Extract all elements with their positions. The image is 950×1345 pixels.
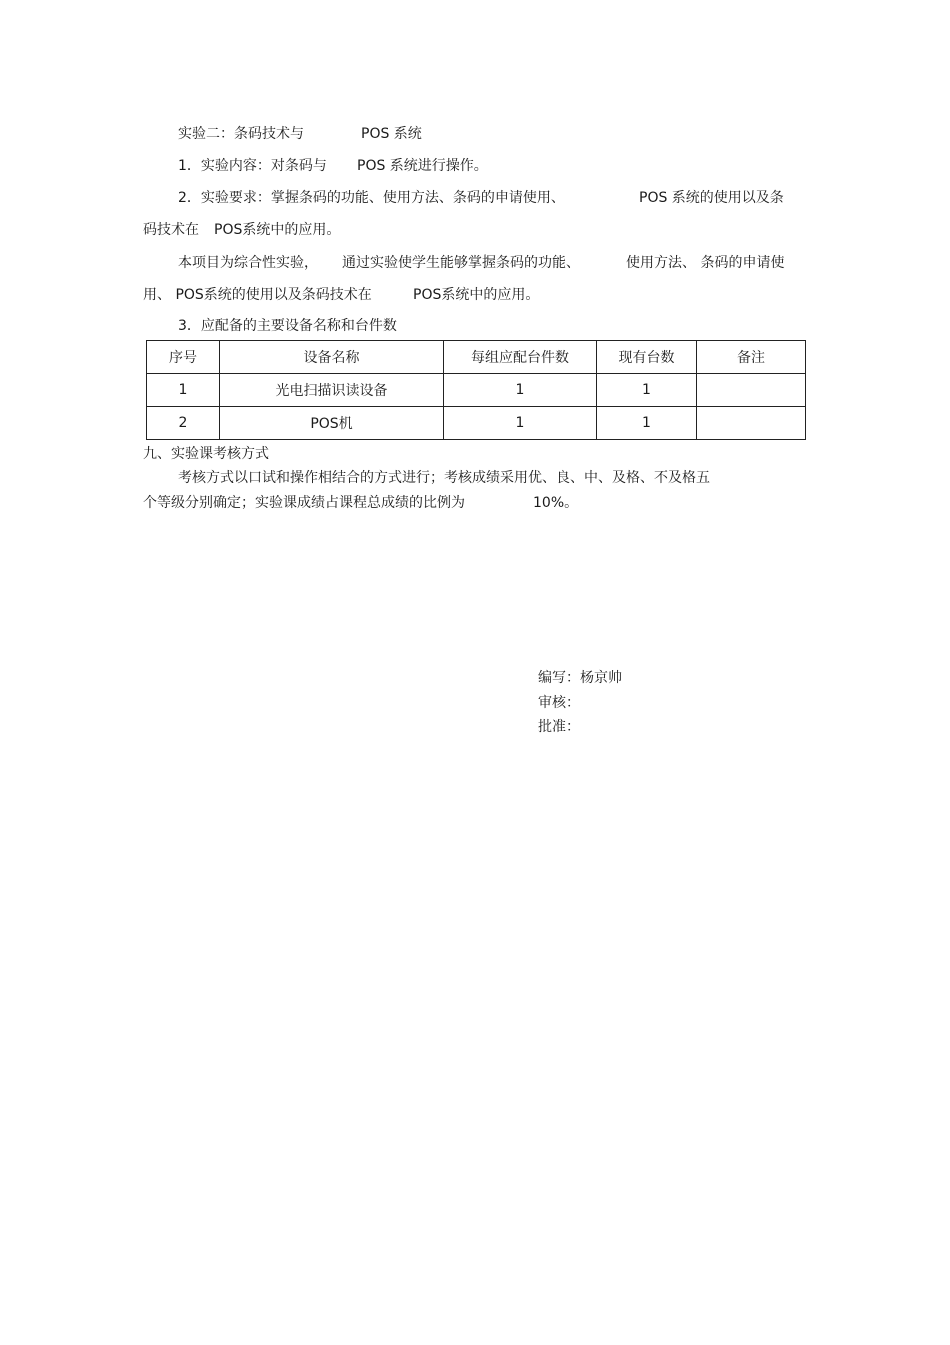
- header-device-name: 设备名称: [220, 341, 444, 374]
- item1-text: POS 系统进行操作。: [357, 158, 488, 174]
- table-cell: 光电扫描识读设备: [220, 374, 444, 407]
- item2-text-cont: POS 系统的使用以及条: [639, 190, 784, 206]
- project-note-wrap: 用、 POS系统的使用以及条码技术在: [143, 287, 372, 303]
- item3-heading: 3．应配备的主要设备名称和台件数: [178, 318, 397, 334]
- table-cell: 1: [147, 374, 220, 407]
- author-line: 编写：杨京帅: [538, 670, 622, 686]
- table-cell: 1: [597, 407, 697, 440]
- assessment-text-wrap: 个等级分别确定；实验课成绩占课程总成绩的比例为: [143, 495, 465, 511]
- header-remarks: 备注: [697, 341, 806, 374]
- approver-line: 批准：: [538, 719, 580, 735]
- assessment-ratio: 10%。: [533, 495, 579, 511]
- header-serial: 序号: [147, 341, 220, 374]
- project-note-end: POS系统中的应用。: [413, 287, 540, 303]
- project-note: 本项目为综合性实验，: [178, 255, 318, 271]
- table-cell: [697, 374, 806, 407]
- item2-text: 2．实验要求：掌握条码的功能、使用方法、条码的申请使用、: [178, 190, 565, 206]
- header-current-count: 现有台数: [597, 341, 697, 374]
- equipment-table: [146, 340, 806, 440]
- experiment-title-part2: POS 系统: [361, 126, 422, 142]
- header-per-group-count: 每组应配台件数: [444, 341, 597, 374]
- table-cell: 1: [597, 374, 697, 407]
- table-row: [147, 407, 806, 440]
- item1-label: 1．实验内容：对条码与: [178, 158, 327, 174]
- table-cell: 1: [444, 374, 597, 407]
- assessment-text: 考核方式以口试和操作相结合的方式进行；考核成绩采用优、良、中、及格、不及格五: [178, 470, 710, 486]
- table-cell: 2: [147, 407, 220, 440]
- project-note-cont2: 使用方法、 条码的申请使: [626, 255, 785, 271]
- table-cell: [697, 407, 806, 440]
- assessment-heading: 九、实验课考核方式: [143, 446, 269, 462]
- experiment-title-part1: 实验二：条码技术与: [178, 126, 304, 142]
- reviewer-line: 审核：: [538, 695, 580, 711]
- project-note-cont: 通过实验使学生能够掌握条码的功能、: [342, 255, 580, 271]
- item2-text-end: POS系统中的应用。: [214, 222, 341, 238]
- item2-text-wrap: 码技术在: [143, 222, 199, 238]
- table-row: [147, 374, 806, 407]
- table-cell: 1: [444, 407, 597, 440]
- table-cell: POS机: [220, 407, 444, 440]
- table-header-row: [147, 341, 806, 374]
